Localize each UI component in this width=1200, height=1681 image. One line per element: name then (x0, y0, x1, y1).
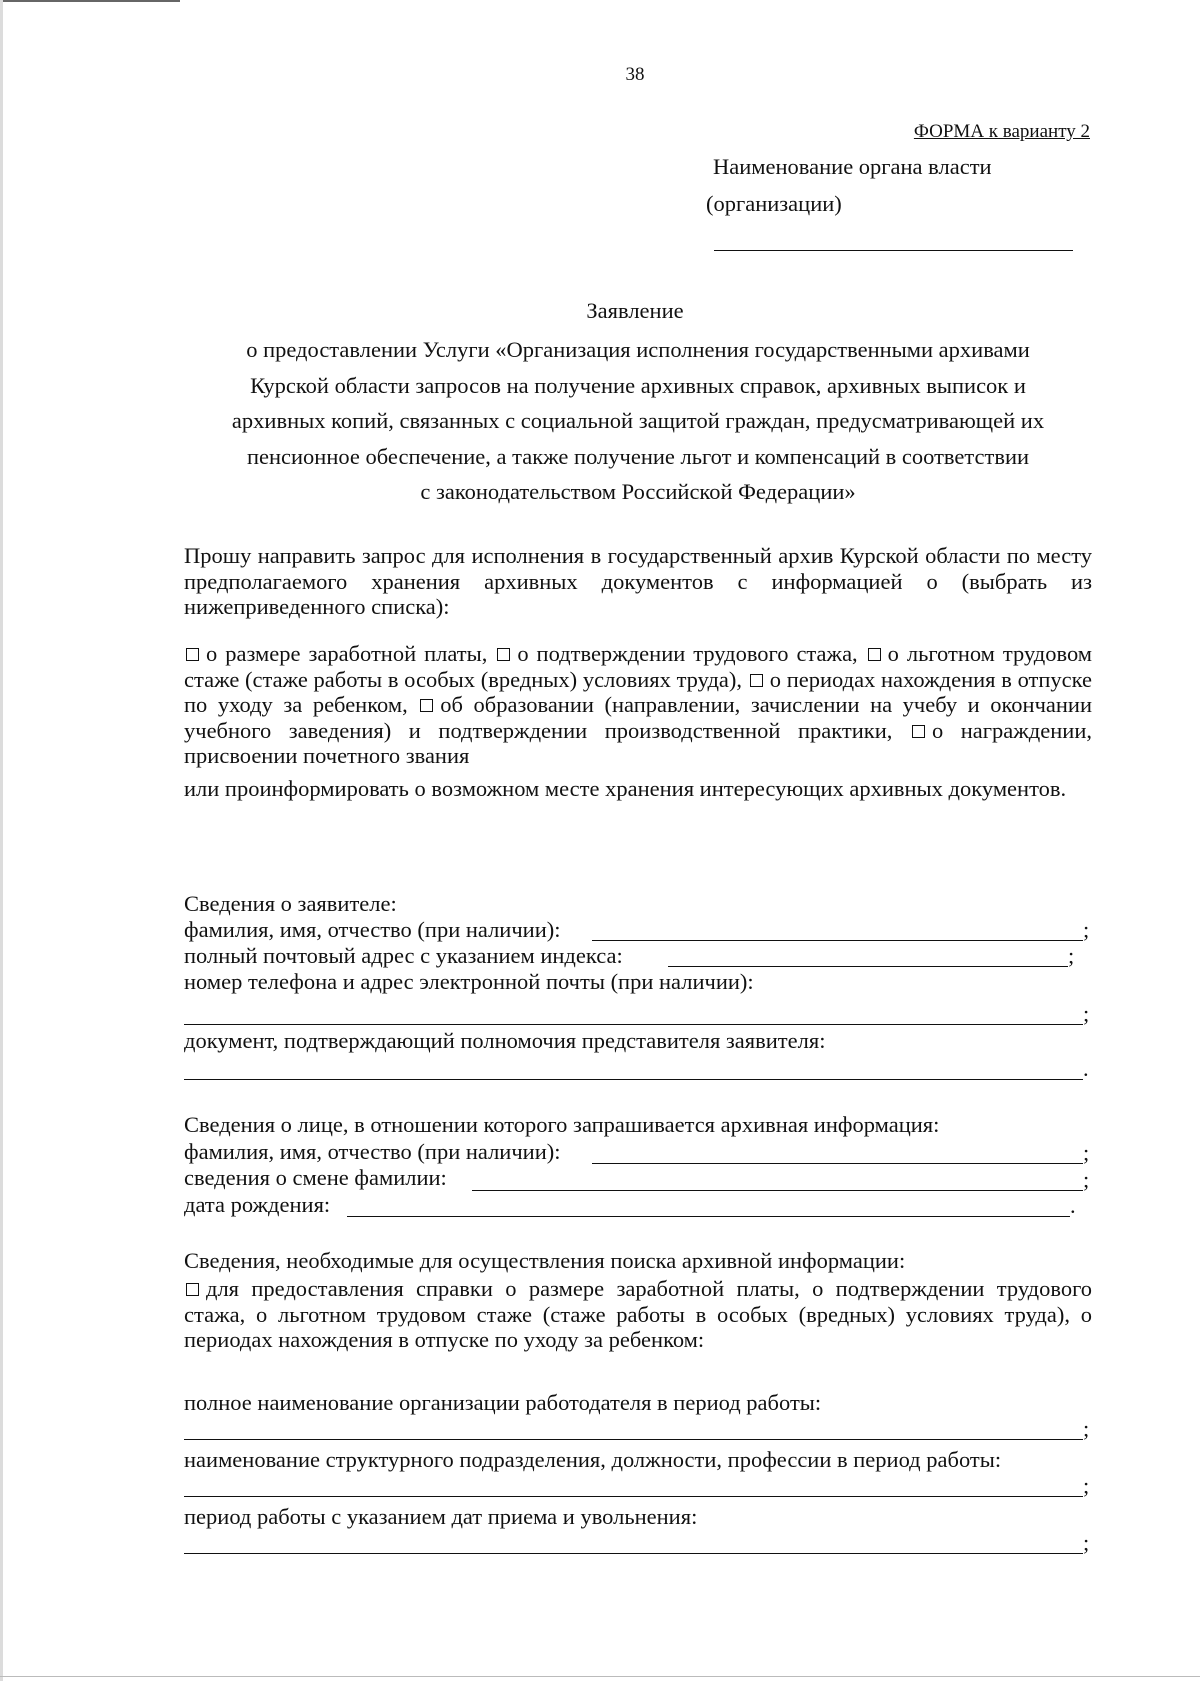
authority-doc-label: документ, подтверждающий полномочия представителя заявителя: (184, 1028, 826, 1053)
checkbox-preferential[interactable] (868, 648, 881, 661)
subject-fio-field[interactable] (592, 1163, 1083, 1164)
name-change-field[interactable] (472, 1190, 1083, 1191)
page-number: 38 (625, 64, 645, 85)
org-name-field[interactable] (714, 250, 1073, 251)
position-label: наименование структурного подразделения, должности, профессии в период работы: (184, 1447, 1002, 1472)
subtitle-line: с законодательством Российской Федерации» (420, 479, 856, 504)
search-option-label: для предоставления справки о размере заработной платы, о подтверждении трудового стажа, о льготном трудовом стаже (стаже работы в особых (вредных) условиях труда), о периодах нахождения в отпуске по уходу за ребенком: (184, 1276, 1092, 1352)
applicant-contacts-field[interactable] (184, 1024, 1083, 1025)
form-reference: ФОРМА к варианту 2 (913, 121, 1090, 142)
semicolon: ; (1083, 1001, 1090, 1026)
subject-heading: Сведения о лице, в отношении которого запрашивается архивная информация: (184, 1112, 940, 1137)
applicant-contacts-label: номер телефона и адрес электронной почты (при наличии): (184, 969, 754, 994)
semicolon: ; (1083, 1416, 1090, 1441)
subtitle-line: о предоставлении Услуги «Организация исполнения государственными архивами (246, 337, 1030, 362)
scan-edge-top (0, 0, 180, 2)
semicolon: ; (1068, 943, 1075, 968)
employer-field[interactable] (184, 1439, 1083, 1440)
applicant-address-field[interactable] (668, 966, 1068, 967)
checkbox-education[interactable] (420, 699, 433, 712)
period: . (1083, 1056, 1089, 1081)
checkbox-search-salary-experience[interactable] (186, 1283, 199, 1296)
name-change-label: сведения о смене фамилии: (184, 1165, 447, 1190)
option-preferential-label: о льготном трудовом стаже (стаже работы в особых (вредных) условиях труда), (184, 641, 1092, 692)
subtitle-line: архивных копий, связанных с социальной защитой граждан, предусматривающей их (231, 408, 1045, 433)
org-name-label-line2: (организации) (706, 191, 842, 216)
scan-edge-left (0, 0, 3, 1681)
subject-fio-label: фамилия, имя, отчество (при наличии): (184, 1139, 561, 1164)
org-name-label-line1: Наименование органа власти (713, 154, 992, 179)
employer-label: полное наименование организации работодателя в период работы: (184, 1390, 822, 1415)
scan-edge-bottom (0, 1676, 1200, 1677)
subtitle-line: Курской области запросов на получение архивных справок, архивных выписок и (250, 372, 1026, 398)
document-subtitle (188, 332, 1088, 510)
info-type-options (184, 641, 1092, 769)
checkbox-award[interactable] (912, 725, 925, 738)
option-salary-label: о размере заработной платы, (206, 641, 488, 666)
checkbox-salary[interactable] (186, 648, 199, 661)
checkbox-leave[interactable] (750, 674, 763, 687)
option-education-label: об образовании (направлении, зачислении на учебу и окончании учебного заведения) и подтверждении производственной практики, (184, 692, 1092, 743)
applicant-fio-label: фамилия, имя, отчество (при наличии): (184, 917, 561, 942)
applicant-fio-field[interactable] (592, 940, 1083, 941)
document-heading: Заявление (586, 298, 684, 323)
birth-date-field[interactable] (347, 1216, 1070, 1217)
semicolon: ; (1083, 1473, 1090, 1498)
semicolon: ; (1083, 1140, 1090, 1165)
applicant-heading: Сведения о заявителе: (184, 891, 397, 916)
applicant-address-label: полный почтовый адрес с указанием индекса: (184, 943, 623, 968)
semicolon: ; (1083, 1530, 1090, 1555)
search-option (184, 1276, 1092, 1353)
position-field[interactable] (184, 1496, 1083, 1497)
period: . (1070, 1193, 1076, 1218)
option-leave-label: о периодах нахождения в отпуске по уходу за ребенком, (184, 666, 1093, 717)
checkbox-experience[interactable] (497, 648, 510, 661)
semicolon: ; (1083, 1167, 1090, 1192)
period-label: период работы с указанием дат приема и увольнения: (184, 1504, 698, 1529)
search-heading: Сведения, необходимые для осуществления поиска архивной информации: (184, 1248, 906, 1273)
authority-doc-field[interactable] (184, 1079, 1083, 1080)
period-field[interactable] (184, 1553, 1083, 1554)
subtitle-line: пенсионное обеспечение, а также получение льгот и компенсаций в соответствии (246, 443, 1030, 469)
option-experience-label: о подтверждении трудового стажа, (517, 641, 858, 666)
semicolon: ; (1083, 917, 1090, 942)
inform-paragraph: или проинформировать о возможном месте хранения интересующих архивных документов. (184, 776, 1067, 801)
option-award-label: о награждении, присвоении почетного звания (184, 717, 1092, 768)
birth-date-label: дата рождения: (184, 1192, 331, 1217)
request-paragraph: Прошу направить запрос для исполнения в государственный архив Курской области по месту предполагаемого хранения архивных документов с информацией о (выбрать из нижеприведенного списка): (184, 543, 1092, 619)
